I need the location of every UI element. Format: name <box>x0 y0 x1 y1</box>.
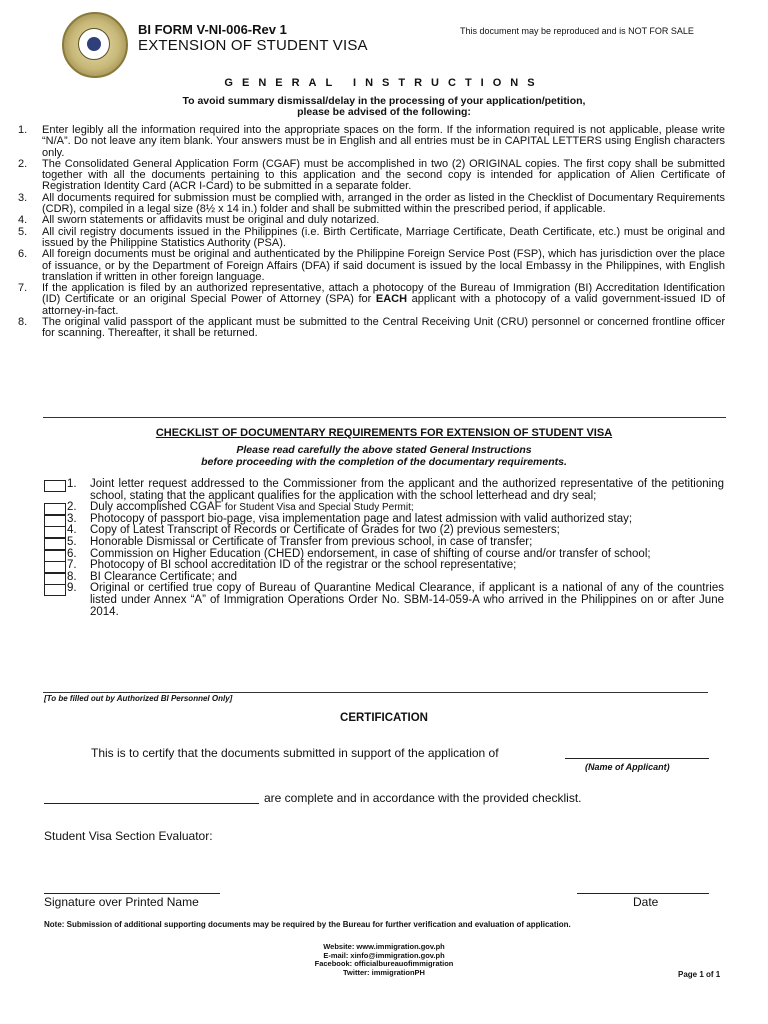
instructions-list <box>18 125 725 340</box>
applicant-name-field[interactable] <box>565 758 709 759</box>
checklist-title: CHECKLIST OF DOCUMENTARY REQUIREMENTS FOR EXTENSION OF STUDENT VISA <box>155 427 613 439</box>
checklist-item: 5. Honorable Dismissal or Certificate of Transfer from previous school, in case of transfer; <box>44 537 724 549</box>
reproduction-notice: This document may be reproduced and is NOT FOR SALE <box>460 26 694 36</box>
instruction-item: 8. The original valid passport of the applicant must be submitted to the Central Receiving Unit (CRU) personnel or concerned frontline officer for scanning. Thereafter, it shall be returned. <box>18 316 725 340</box>
instruction-item: 5. All civil registry documents issued in the Philippines (i.e. Birth Certificate, Marriage Certificate, Death Certificate, etc.) must be original and issued by the Philippine Statistics Authority (PSA). <box>18 225 725 249</box>
bi-personnel-only-label: [To be filled out by Authorized BI Personnel Only] <box>44 694 233 703</box>
signature-label: Signature over Printed Name <box>44 895 199 909</box>
section-divider <box>43 417 726 418</box>
checkbox[interactable] <box>44 584 66 596</box>
instruction-item: 7. If the application is filed by an authorized representative, attach a photocopy of the Bureau of Immigration (BI) Accreditation Identification (ID) Certificate or an original Special Power of Attorney (SPA) for EACH applicant with a photocopy of a valid government-issued ID of attorney-in-fact. <box>18 282 726 317</box>
evaluator-label: Student Visa Section Evaluator: <box>44 829 213 843</box>
checklist <box>44 479 724 618</box>
date-field[interactable] <box>577 893 709 894</box>
twitter-text: Twitter: immigrationPH <box>343 967 425 977</box>
checklist-item: 8. BI Clearance Certificate; and <box>44 572 724 584</box>
checklist-item: 7. Photocopy of BI school accreditation ID of the registrar or the school representative; <box>44 560 724 572</box>
note-text: Note: Submission of additional supporting documents may be required by the Bureau for further verification and evaluation of application. <box>44 920 571 929</box>
checklist-item: 3. Photocopy of passport bio-page, visa implementation page and latest admission with valid authorized stay; <box>44 514 724 526</box>
date-label: Date <box>633 895 659 909</box>
certification-blank-field[interactable] <box>44 803 259 804</box>
checklist-subtitle: Please read carefully the above stated General Instructions before proceeding with the completion of the documentary requirements. <box>201 444 567 468</box>
bureau-seal-logo <box>62 12 128 78</box>
section-divider <box>43 692 708 693</box>
instruction-item: 2. The Consolidated General Application Form (CGAF) must be accomplished in two (2) ORIGINAL copies. The first copy shall be submitted together with all the documents pertaining to this application and the second copy is intended for application of Alien Certificate of Registration Identity Card (ACR I-Card) to be submitted in a separate folder. <box>18 157 725 193</box>
instruction-item: 1. Enter legibly all the information required into the appropriate spaces on the form. If the information required is not applicable, please write “N/A”. Do not leave any item blank. Your answers must be in English and all entries must be in CAPITAL LETTERS using English characters only. <box>18 124 725 159</box>
facebook-text: Facebook: officialbureauofimmigration <box>314 959 454 969</box>
checkbox[interactable] <box>44 480 66 492</box>
certification-text-line1: This is to certify that the documents submitted in support of the application of <box>91 746 499 760</box>
checklist-item: 6. Commission on Higher Education (CHED) endorsement, in case of shifting of course and/or transfer of school; <box>44 549 724 561</box>
certification-title: CERTIFICATION <box>340 712 428 724</box>
instruction-item: 3. All documents required for submission must be complied with, arranged in the order as listed in the Checklist of Documentary Requirements (CDR), compiled in a legal size (8½ x 14 in.) folder and shall be submitted within the prescribed period, if applicable. <box>18 191 725 216</box>
instruction-item: 6. All foreign documents must be original and authenticated by the Philippine Foreign Service Post (FSP), which has jurisdiction over the place of issuance, or by the Department of Foreign Affairs (DFA) if said document is issued by the local Embassy in the Philippines, with English translation if written in other foreign language. <box>18 248 725 283</box>
applicant-name-label: (Name of Applicant) <box>585 762 670 772</box>
certification-text-line2: are complete and in accordance with the provided checklist. <box>264 791 582 805</box>
form-code: BI FORM V-NI-006-Rev 1 <box>138 22 287 37</box>
contact-footer <box>0 943 768 977</box>
instructions-intro: To avoid summary dismissal/delay in the processing of your application/petition, please be advised of the following: <box>182 95 586 118</box>
checklist-item: 2. Duly accomplished CGAF for Student Visa and Special Study Permit; <box>44 502 724 514</box>
checklist-item: 9. Original or certified true copy of Bureau of Quarantine Medical Clearance, if applicant is a national of any of the countries listed under Annex “A” of Immigration Operations Order No. SBM-14-059-A who arrived in the Philippines on or after June 2014. <box>44 583 724 618</box>
checklist-item: 1. Joint letter request addressed to the Commissioner from the applicant and the authorized representative of the petitioning school, stating that the applicant qualifies for the application with the school letterhead and dry seal; <box>44 479 724 502</box>
instruction-item: 4. All sworn statements or affidavits must be original and duly notarized. <box>18 214 380 227</box>
general-instructions-heading: GENERAL INSTRUCTIONS <box>224 77 544 89</box>
page-number: Page 1 of 1 <box>678 970 721 979</box>
checklist-item: 4. Copy of Latest Transcript of Records or Certificate of Grades for two (2) previous semesters; <box>44 525 724 537</box>
website-text: Website: www.immigration.gov.ph <box>323 942 445 951</box>
email-text: E-mail: xinfo@immigration.gov.ph <box>323 950 445 960</box>
signature-field[interactable] <box>44 893 220 894</box>
form-title: EXTENSION OF STUDENT VISA <box>138 37 368 54</box>
